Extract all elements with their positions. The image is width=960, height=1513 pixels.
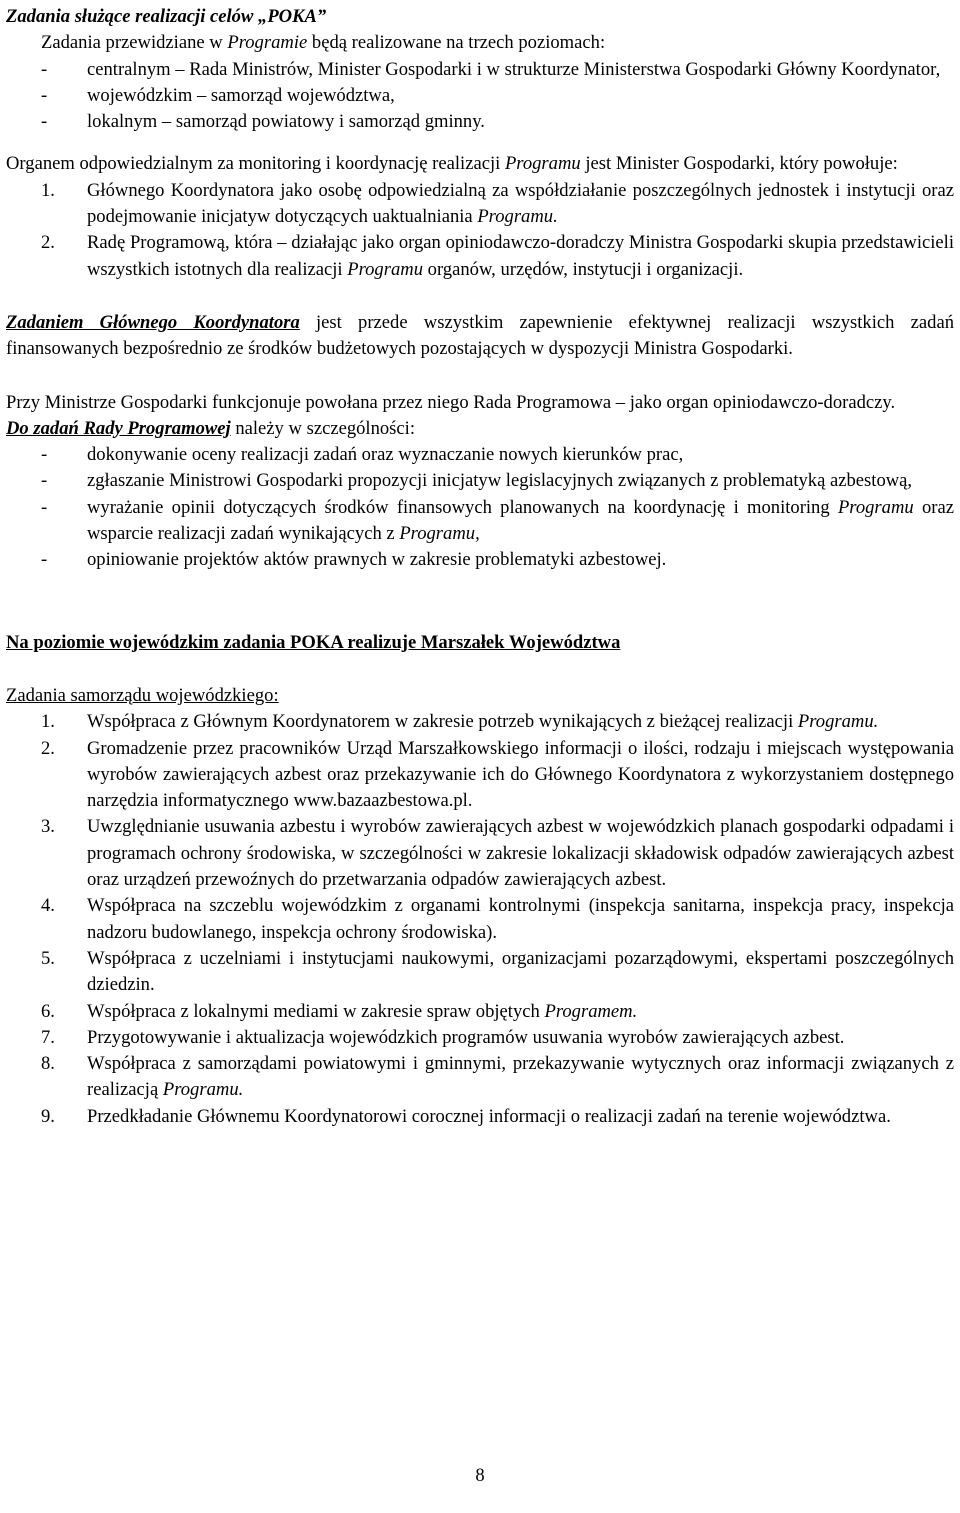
levels-list [6,57,954,136]
list-item: - wyrażanie opinii dotyczących środków finansowych planowanych na koordynację i monitoring Programu oraz wsparcie realizacji zadań wynikających z Programu, [6,495,954,548]
list-item: 5. Współpraca z uczelniami i instytucjami naukowymi, organizacjami pozarządowymi, ekspertami poszczególnych dziedzin. [41,947,954,996]
list-item: 1. Współpraca z Głównym Koordynatorem w zakresie potrzeb wynikających z bieżącej realizacji Programu. [41,711,879,733]
list-item: 8. Współpraca z samorządami powiatowymi i gminnymi, przekazywanie wytycznych oraz informacji związanych z realizacją Programu. [41,1053,954,1101]
list-item: - zgłaszanie Ministrowi Gospodarki propozycji inicjatyw legislacyjnych związanych z problematyką azbestową, [6,468,954,494]
regional-tasks-list [6,709,954,1130]
list-item: - opiniowanie projektów aktów prawnych w zakresie problematyki azbestowej. [6,547,954,573]
list-item: 3. Uwzględnianie usuwania azbestu i wyrobów zawierających azbest w wojewódzkich planach gospodarki odpadami i programach ochrony środowiska, w szczególności w zakresie lokalizacji składowisk odpadów zawierających azbest oraz urządzeń przewoźnych do przetwarzania odpadów zawierających azbest. [41,816,954,891]
section-heading-poka-tasks: Zadania służące realizacji celów „POKA” [6,6,327,27]
list-item: - centralnym – Rada Ministrów, Minister Gospodarki i w strukturze Ministerstwa Gospodarki Główny Koordynator, [6,57,954,83]
council-tasks-list [6,442,954,573]
list-item: 1. Głównego Koordynatora jako osobę odpowiedzialną za współdziałanie poszczególnych jednostek i instytucji oraz podejmowanie inicjatyw dotyczących uaktualniania Programu. [41,179,954,228]
council-paragraph: Przy Ministrze Gospodarki funkcjonuje powołana przez niego Rada Programowa – jako organ opiniodawczo-doradczy. [6,391,896,413]
page-number: 8 [475,1465,485,1486]
list-item: 2. Gromadzenie przez pracowników Urząd Marszałkowskiego informacji o ilości, rodzaju i miejscach występowania wyrobów zawierających azbest oraz przekazywanie ich do Głównego Koordynatora z wykorzystaniem dostępnego narzędzia informatycznego www.bazaazbestowa.pl. [41,737,954,812]
list-item: - lokalnym – samorząd powiatowy i samorząd gminny. [6,109,954,135]
appointees-list [6,178,954,283]
list-item: - wojewódzkim – samorząd województwa, [6,83,954,109]
council-tasks-intro: Do zadań Rady Programowej należy w szczególności: [6,417,415,439]
list-item: 4. Współpraca na szczeblu wojewódzkim z organami kontrolnymi (inspekcja sanitarna, inspekcja pracy, inspekcja nadzoru budowlanego, inspekcja ochrony środowiska). [41,895,954,943]
list-item: 6. Współpraca z lokalnymi mediami w zakresie spraw objętych Programem. [41,1000,638,1022]
list-item: - dokonywanie oceny realizacji zadań oraz wyznaczanie nowych kierunków prac, [6,442,954,468]
section-heading-regional: Na poziomie wojewódzkim zadania POKA realizuje Marszałek Województwa [6,631,621,653]
coordinator-paragraph: Zadaniem Głównego Koordynatora jest przede wszystkim zapewnienie efektywnej realizacji wszystkich zadań finansowanych bezpośrednio ze środków budżetowych pozostających w dyspozycji Ministra Gospodarki. [6,311,954,360]
intro-paragraph: Zadania przewidziane w Programie będą realizowane na trzech poziomach: [41,32,606,54]
organ-paragraph: Organem odpowiedzialnym za monitoring i koordynację realizacji Programu jest Minister Gospodarki, który powołuje: [6,153,898,175]
regional-tasks-label: Zadania samorządu wojewódzkiego: [6,684,279,706]
list-item: 9. Przedkładanie Głównemu Koordynatorowi corocznej informacji o realizacji zadań na terenie województwa. [41,1105,891,1127]
list-item: 2. Radę Programową, która – działając jako organ opiniodawczo-doradczy Ministra Gospodarki skupia przedstawicieli wszystkich istotnych dla realizacji Programu organów, urzędów, instytucji i organizacji. [41,232,954,280]
list-item: 7. Przygotowywanie i aktualizacja wojewódzkich programów usuwania wyrobów zawierających azbest. [41,1026,845,1048]
